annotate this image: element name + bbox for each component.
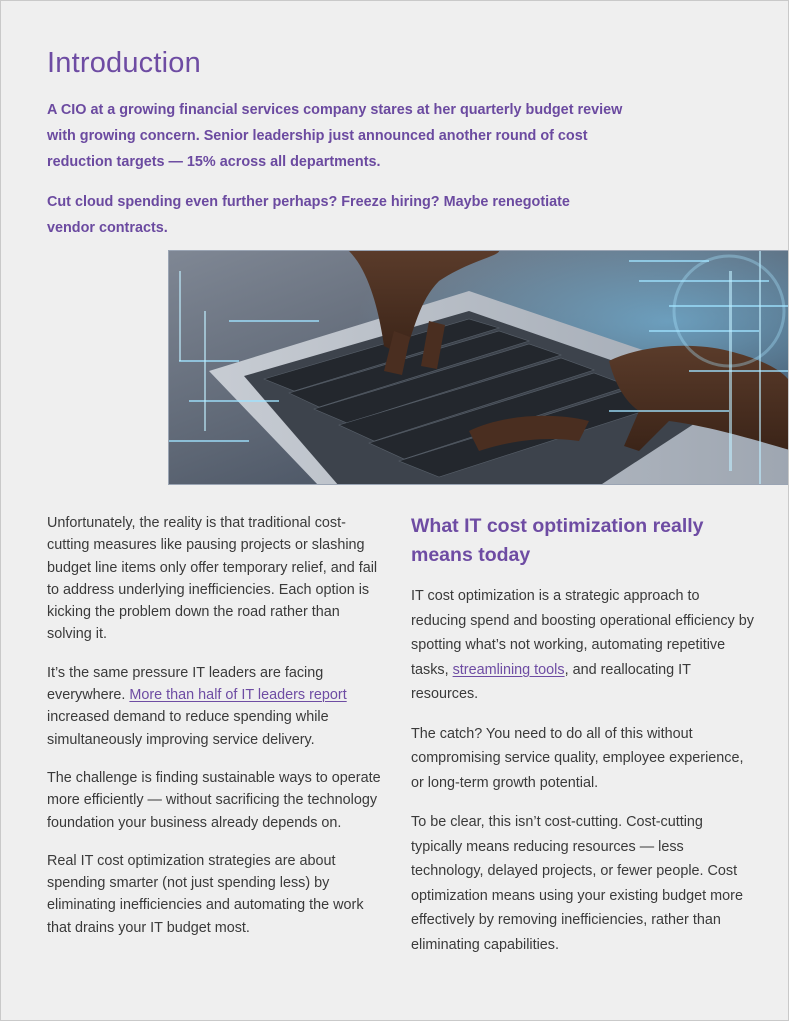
it-leaders-report-link[interactable]: More than half of IT leaders report (129, 687, 347, 704)
body-text: IT cost optimization is a strategic approach to reducing spend and boosting operational efficiency by spotting what’s not working, automating repetitive tasks, (411, 588, 754, 678)
body-paragraph: The catch? You need to do all of this without compromising service quality, employee experience, or long-term growth potential. (411, 725, 744, 791)
hero-image (168, 250, 789, 485)
intro-paragraph: A CIO at a growing financial services company stares at her quarterly budget review with growing concern. Senior leadership just announced another round of cost reduction targets — 15% across all departments. (47, 102, 623, 170)
right-column (411, 512, 756, 972)
section-heading: What IT cost optimization really means today (411, 515, 704, 566)
body-text: It’s the same pressure IT leaders are facing everywhere. (47, 664, 324, 704)
left-column (47, 512, 382, 955)
intro-paragraph: Cut cloud spending even further perhaps? Freeze hiring? Maybe renegotiate vendor contracts. (47, 194, 570, 236)
body-text: increased demand to reduce spending while simultaneously improving service delivery. (47, 709, 329, 748)
body-paragraph: To be clear, this isn’t cost-cutting. Cost-cutting typically means reducing resources — less technology, delayed projects, or fewer people. Cost optimization means using your existing budget more effectively by removing inefficiencies, rather than eliminating capabilities. (411, 814, 743, 953)
body-paragraph: Unfortunately, the reality is that traditional cost-cutting measures like pausing projects or slashing budget line items only offer temporary relief, and fail to address underlying inefficiencies. Each option is kicking the problem down the road rather than solving it. (47, 515, 378, 643)
body-paragraph: Real IT cost optimization strategies are about spending smarter (not just spending less) by eliminating inefficiencies and automating the work that drains your IT budget most. (47, 852, 364, 936)
body-text: , and reallocating IT resources. (411, 661, 691, 702)
page-title: Introduction (47, 47, 201, 79)
body-paragraph: The challenge is finding sustainable ways to operate more efficiently — without sacrificing the technology foundation your business already depends on. (47, 769, 381, 831)
body-paragraph (411, 584, 756, 707)
streamlining-tools-link[interactable]: streamlining tools (452, 661, 565, 678)
body-paragraph (47, 662, 382, 751)
laptop-typing-photo-icon (169, 251, 789, 485)
